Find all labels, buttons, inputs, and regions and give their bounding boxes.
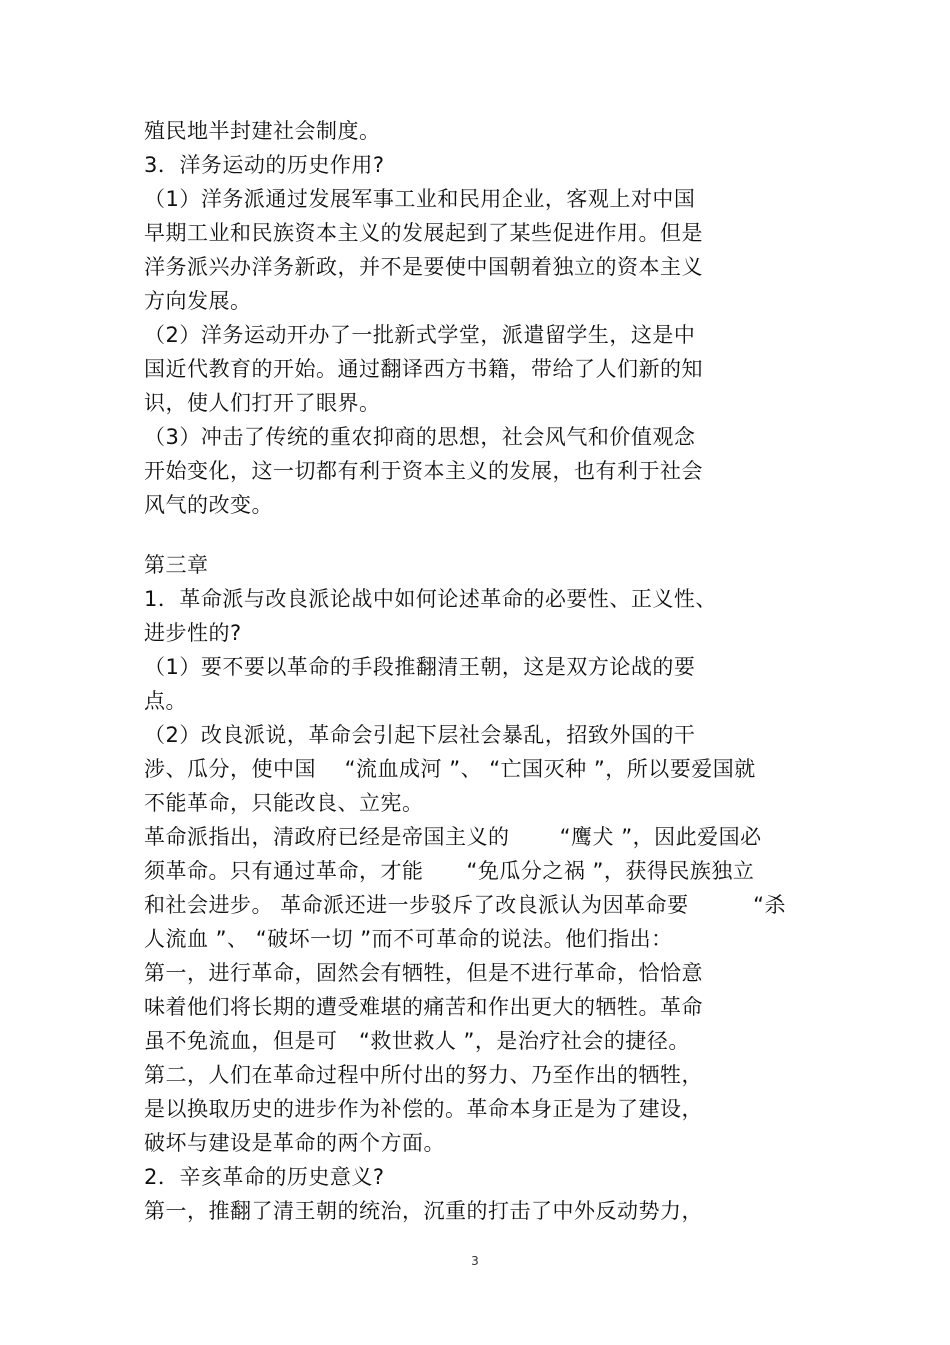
- text-line: 第二，人们在革命过程中所付出的努力、乃至作出的牺牲，: [144, 1063, 703, 1087]
- text-line: 人流血 ”、 “破坏一切 ”而不可革命的说法。他们指出：: [144, 927, 673, 951]
- text-line: （3）冲击了传统的重农抑商的思想，社会风气和价值观念: [144, 425, 696, 449]
- question-heading: 2．辛亥革命的历史意义?: [144, 1165, 385, 1189]
- text-line: 开始变化，这一切都有利于资本主义的发展，也有利于社会: [144, 459, 703, 483]
- text-line: （2）改良派说，革命会引起下层社会暴乱，招致外国的干: [144, 723, 696, 747]
- text-line: 识，使人们打开了眼界。: [144, 391, 381, 415]
- text-line: 早期工业和民族资本主义的发展起到了某些促进作用。但是: [144, 221, 703, 245]
- text-line: 涉、瓜分，使中国 “流血成河 ”、 “亡国灭种 ”，所以要爱国就: [144, 757, 756, 781]
- text-line: 国近代教育的开始。通过翻译西方书籍，带给了人们新的知: [144, 357, 703, 381]
- text-line: 殖民地半封建社会制度。: [144, 119, 381, 143]
- text-line: 不能革命，只能改良、立宪。: [144, 791, 424, 815]
- text-line: 破坏与建设是革命的两个方面。: [144, 1131, 445, 1155]
- text-line: 进步性的?: [144, 621, 242, 645]
- text-line: 和社会进步。 革命派还进一步驳斥了改良派认为因革命要 “杀: [144, 893, 787, 917]
- text-line: 洋务派兴办洋务新政，并不是要使中国朝着独立的资本主义: [144, 255, 703, 279]
- question-heading: 1．革命派与改良派论战中如何论述革命的必要性、正义性、: [144, 587, 717, 611]
- text-line: 第一，推翻了清王朝的统治，沉重的打击了中外反动势力，: [144, 1199, 703, 1223]
- text-line: 虽不免流血，但是可 “救世救人 ”，是治疗社会的捷径。: [144, 1029, 690, 1053]
- text-line: （2）洋务运动开办了一批新式学堂，派遣留学生，这是中: [144, 323, 696, 347]
- text-line: 方向发展。: [144, 289, 252, 313]
- text-line: 革命派指出，清政府已经是帝国主义的 “鹰犬 ”，因此爱国必: [144, 825, 762, 849]
- text-line: 须革命。只有通过革命，才能 “免瓜分之祸 ”，获得民族独立: [144, 859, 755, 883]
- text-line: 第一，进行革命，固然会有牺牲，但是不进行革命，恰恰意: [144, 961, 703, 985]
- question-heading: 3．洋务运动的历史作用?: [144, 153, 385, 177]
- text-line: 味着他们将长期的遭受难堪的痛苦和作出更大的牺牲。革命: [144, 995, 703, 1019]
- page-number: 3: [471, 1254, 479, 1268]
- text-line: 是以换取历史的进步作为补偿的。革命本身正是为了建设，: [144, 1097, 703, 1121]
- text-line: （1）要不要以革命的手段推翻清王朝，这是双方论战的要: [144, 655, 696, 679]
- chapter-heading: 第三章: [144, 553, 209, 577]
- text-line: 点。: [144, 689, 187, 713]
- text-line: 风气的改变。: [144, 493, 273, 517]
- text-line: （1）洋务派通过发展军事工业和民用企业，客观上对中国: [144, 187, 696, 211]
